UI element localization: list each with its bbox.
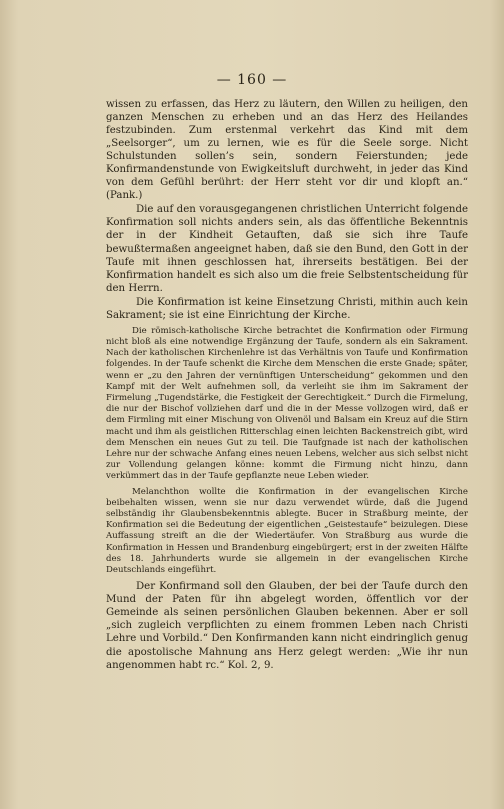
paragraph-catholic-view: Die römisch-katholische Kirche betrachtet die Konfirmation oder Firmung nicht bloß als eine notwendige Ergänzung der Taufe, sondern als ein Sakrament. Nach der katholischen Kirchenlehre ist das Verhältnis von Taufe und Konfirmation folgendes. In der Taufe schenkt die Kirche dem Menschen die erste Gnade; später, wenn er „zu den Jahren der vernünftigen Unterscheidung“ gekommen und den Kampf mit der Welt aufnehmen soll, da verleiht sie ihm im Sakrament der Firmelung „Tugendstärke, die Festigkeit der Gerechtigkeit.“ Durch die Firmelung, die nur der Bischof vollziehen darf und die in der Messe vollzogen wird, daß er dem Firmling mit einer Mischung von Olivenöl und Balsam ein Kreuz auf die Stirn macht und ihm als geistlichen Ritterschlag einen leichten Backenstreich gibt, wird dem Menschen ein neues Gut zu teil. Die Taufgnade ist nach der katholischen Lehre nur der schwache Anfang eines neuen Lebens, welcher aus sich selbst nicht zur Vollendung gelangen könne: kommt die Firmung nicht hinzu, dann verkümmert das in der Taufe gepflanzte neue Leben wieder. [106,325,468,482]
paragraph-confirmand-faith: Der Konfirmand soll den Glauben, der bei der Taufe durch den Mund der Paten für ihn abgelegt worden, öffentlich vor der Gemeinde als seinen persönlichen Glauben bekennen. Aber er soll „sich zugleich verpflichten zu einem frommen Leben nach Christi Lehre und Vorbild.“ Den Konfirmanden kann nicht eindringlich genug die apostolische Mahnung ans Herz gelegt werden: „Wie ihr nun angenommen habt rc.“ Kol. 2, 9. [106,581,468,671]
paragraph-not-sacrament: Die Konfirmation ist keine Einsetzung Christi, mithin auch kein Sakrament; sie ist eine Einrichtung der Kirche. [106,296,468,321]
paragraph-confirmation-definition: Die auf den vorausgegangenen christlichen Unterricht folgende Konfirmation soll nichts anders sein, als das öffentliche Bekenntnis der in der Kindheit Getauften, daß sie sich ihre Taufe bewußtermaßen angeeignet haben, daß sie den Bund, den Gott in der Taufe mit ihnen geschlossen hat, ihrerseits bestätigen. Bei der Konfirmation handelt es sich also um die freie Selbstentscheidung für den Herrn. [106,204,469,294]
paragraph-melanchthon: Melanchthon wollte die Konfirmation in der evangelischen Kirche beibehalten wissen, wenn sie nur dazu verwendet würde, daß die Jugend selbständig ihr Glaubensbekenntnis ablegte. Bucer in Straßburg meinte, der Konfirmation sei die Bedeutung der eigentlichen „Geistestaufe“ beizulegen. Diese Auffassung streift an die der Wiedertäufer. Von Straßburg aus wurde die Konfirmation in Hessen und Brandenburg eingebürgert; erst in der zweiten Hälfte des 18. Jahrhunderts wurde sie allgemein in der evangelischen Kirche Deutschlands eingeführt. [106,486,468,576]
paragraph-intro: wissen zu erfassen, das Herz zu läutern, den Willen zu heiligen, den ganzen Menschen zu erheben und an das Herz des Heilandes festzubinden. Zum erstenmal verkehrt das Kind mit dem „Seelsorger“, um zu lernen, wie es für die Seele sorge. Nicht Schulstunden sollen’s sein, sondern Feierstunden; jede Konfirmandenstunde von Ewigkeitsluft durchweht, in jeder das Kind von dem Gefühl berührt: der Herr steht vor dir und klopft an.“ (Pank.) [106,99,468,202]
page-number: — 160 — [216,72,288,88]
page-body [106,98,468,672]
